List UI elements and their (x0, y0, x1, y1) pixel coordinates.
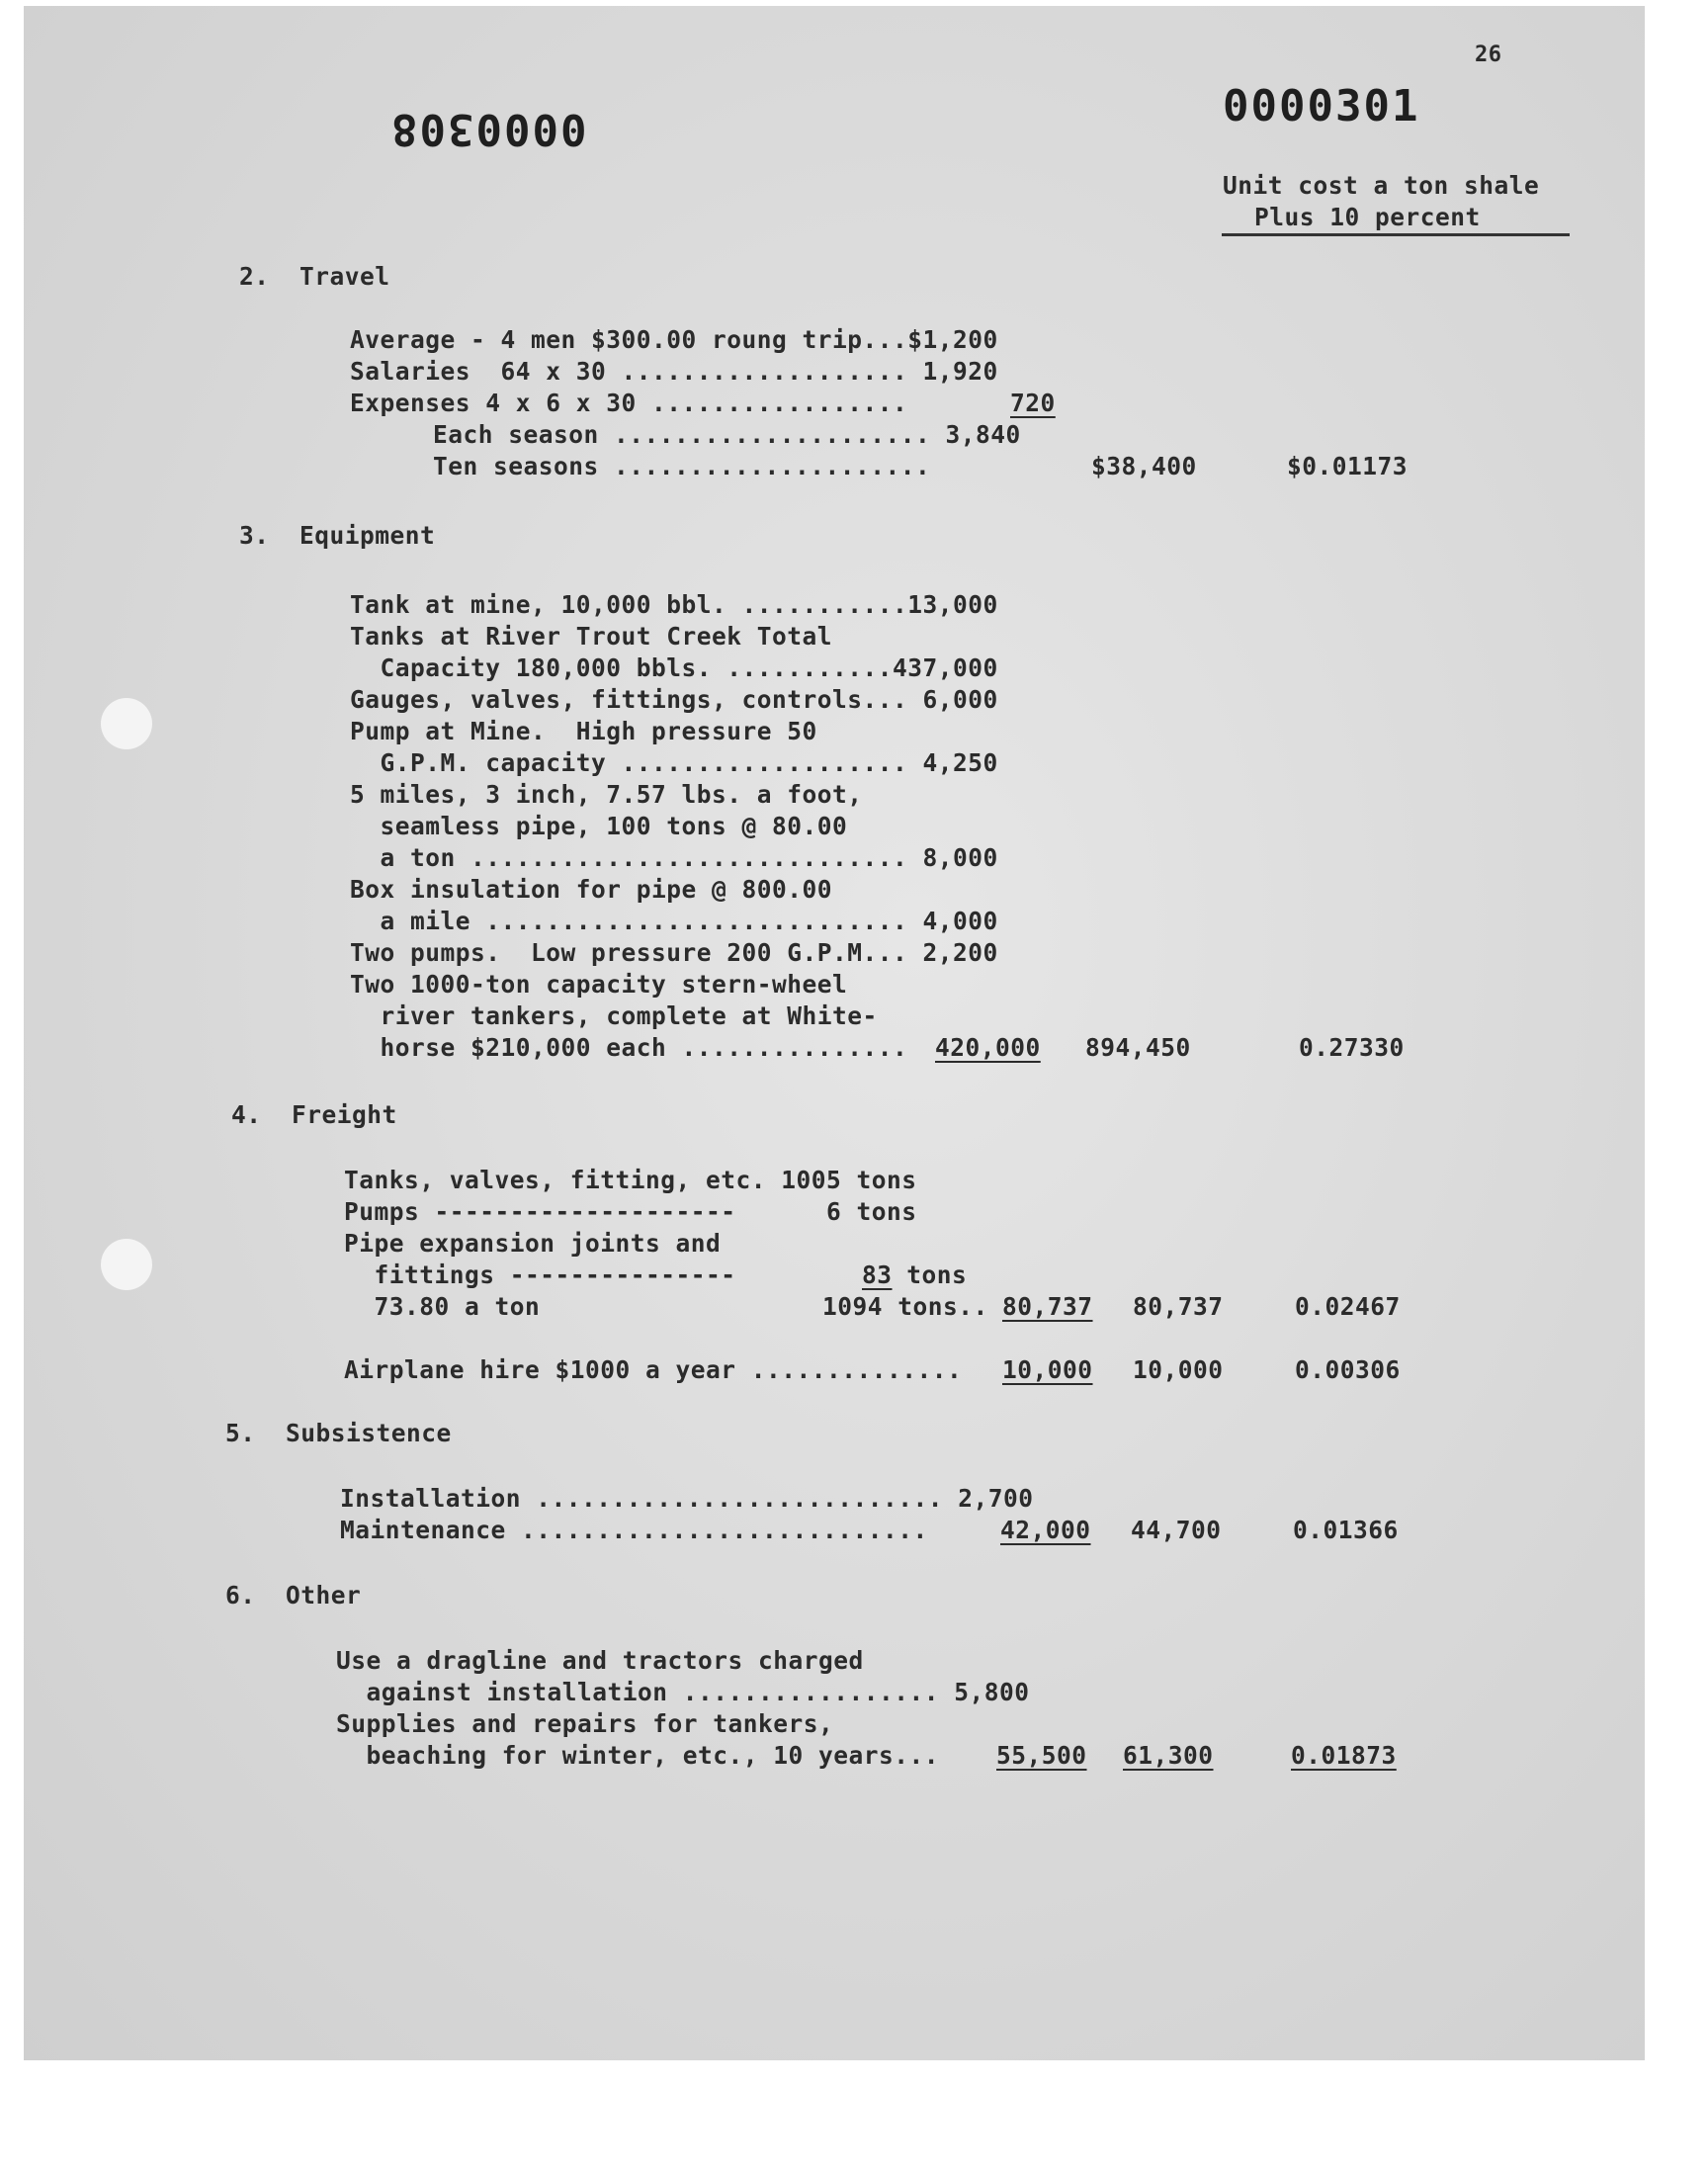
subsistence-total: 44,700 (1131, 1516, 1222, 1544)
section-heading-equipment: 3. Equipment (239, 521, 436, 550)
freight-unit-cost: 0.02467 (1295, 1292, 1401, 1321)
equipment-line: Box insulation for pipe @ 800.00 (350, 875, 833, 904)
header-line2: Plus 10 percent (1254, 203, 1481, 231)
equipment-last-amount: 420,000 (935, 1033, 1041, 1062)
section-heading-travel: 2. Travel (239, 262, 390, 291)
header-line1: Unit cost a ton shale (1223, 171, 1540, 200)
travel-total: $38,400 (1091, 452, 1197, 480)
section-heading-other: 6. Other (225, 1581, 362, 1610)
other-total: 61,300 (1123, 1741, 1214, 1770)
freight-rate: 73.80 a ton (344, 1292, 541, 1321)
travel-line: Average - 4 men $300.00 roung trip...$1,200 (350, 325, 998, 354)
airplane-hire-total: 10,000 (1133, 1355, 1224, 1384)
subsistence-maintenance-amount: 42,000 (1000, 1516, 1091, 1544)
freight-line: fittings --------------- (344, 1261, 736, 1289)
travel-line: Salaries 64 x 30 ................... 1,920 (350, 357, 998, 386)
equipment-line: Gauges, valves, fittings, controls... 6,000 (350, 685, 998, 714)
airplane-hire-amount: 10,000 (1002, 1355, 1093, 1384)
subsistence-maintenance: Maintenance ........................... (340, 1516, 928, 1544)
freight-fittings-unit: tons (892, 1261, 968, 1289)
subsistence-installation: Installation ........................... 2,700 (340, 1484, 1034, 1513)
airplane-hire-line: Airplane hire $1000 a year .............. (344, 1355, 963, 1384)
subsistence-unit-cost: 0.01366 (1293, 1516, 1399, 1544)
other-last-amount: 55,500 (996, 1741, 1087, 1770)
equipment-line: G.P.M. capacity ................... 4,250 (350, 748, 998, 777)
other-line: Supplies and repairs for tankers, (336, 1709, 834, 1738)
freight-amount: 80,737 (1002, 1292, 1093, 1321)
equipment-line: river tankers, complete at White- (350, 1001, 878, 1030)
equipment-line: Pump at Mine. High pressure 50 (350, 717, 817, 745)
other-line: beaching for winter, etc., 10 years... (336, 1741, 940, 1770)
airplane-hire-unit-cost: 0.00306 (1295, 1355, 1401, 1384)
travel-line: Each season ..................... 3,840 (433, 420, 1021, 449)
equipment-line: a mile ............................ 4,000 (350, 907, 998, 935)
section-heading-freight: 4. Freight (231, 1100, 397, 1129)
equipment-line: horse $210,000 each ............... (350, 1033, 908, 1062)
punch-hole (101, 698, 152, 749)
equipment-total: 894,450 (1085, 1033, 1191, 1062)
freight-total-tons: 1094 tons.. (822, 1292, 988, 1321)
punch-hole (101, 1239, 152, 1290)
header-rule (1222, 233, 1570, 236)
freight-line: Tanks, valves, fitting, etc. 1005 tons (344, 1166, 917, 1194)
equipment-line: Two pumps. Low pressure 200 G.P.M... 2,200 (350, 938, 998, 967)
travel-line: Expenses 4 x 6 x 30 ................. (350, 389, 923, 417)
equipment-line: a ton ............................. 8,000 (350, 843, 998, 872)
stamp-right: 0000301 (1223, 81, 1420, 131)
equipment-unit-cost: 0.27330 (1299, 1033, 1405, 1062)
travel-unit-cost: $0.01173 (1287, 452, 1409, 480)
equipment-line: Tanks at River Trout Creek Total (350, 622, 833, 651)
stamp-left: 0000308 (389, 104, 587, 154)
section-heading-subsistence: 5. Subsistence (225, 1419, 452, 1447)
equipment-line: Capacity 180,000 bbls. ...........437,000 (350, 653, 998, 682)
travel-line: Ten seasons ..................... (433, 452, 931, 480)
page-number: 26 (1475, 43, 1502, 67)
equipment-line: Tank at mine, 10,000 bbl. ...........13,000 (350, 590, 998, 619)
other-line: against installation ................. 5,800 (336, 1678, 1030, 1706)
equipment-line: seamless pipe, 100 tons @ 80.00 (350, 812, 848, 840)
freight-line: Pipe expansion joints and (344, 1229, 722, 1258)
freight-line: Pumps -------------------- 6 tons (344, 1197, 917, 1226)
other-line: Use a dragline and tractors charged (336, 1646, 864, 1675)
other-unit-cost: 0.01873 (1291, 1741, 1397, 1770)
freight-total: 80,737 (1133, 1292, 1224, 1321)
freight-fittings-tons: 83 (862, 1261, 893, 1289)
equipment-line: Two 1000-ton capacity stern-wheel (350, 970, 848, 999)
travel-expenses-amount: 720 (1010, 389, 1056, 417)
equipment-line: 5 miles, 3 inch, 7.57 lbs. a foot, (350, 780, 863, 809)
document-page (24, 6, 1645, 2060)
